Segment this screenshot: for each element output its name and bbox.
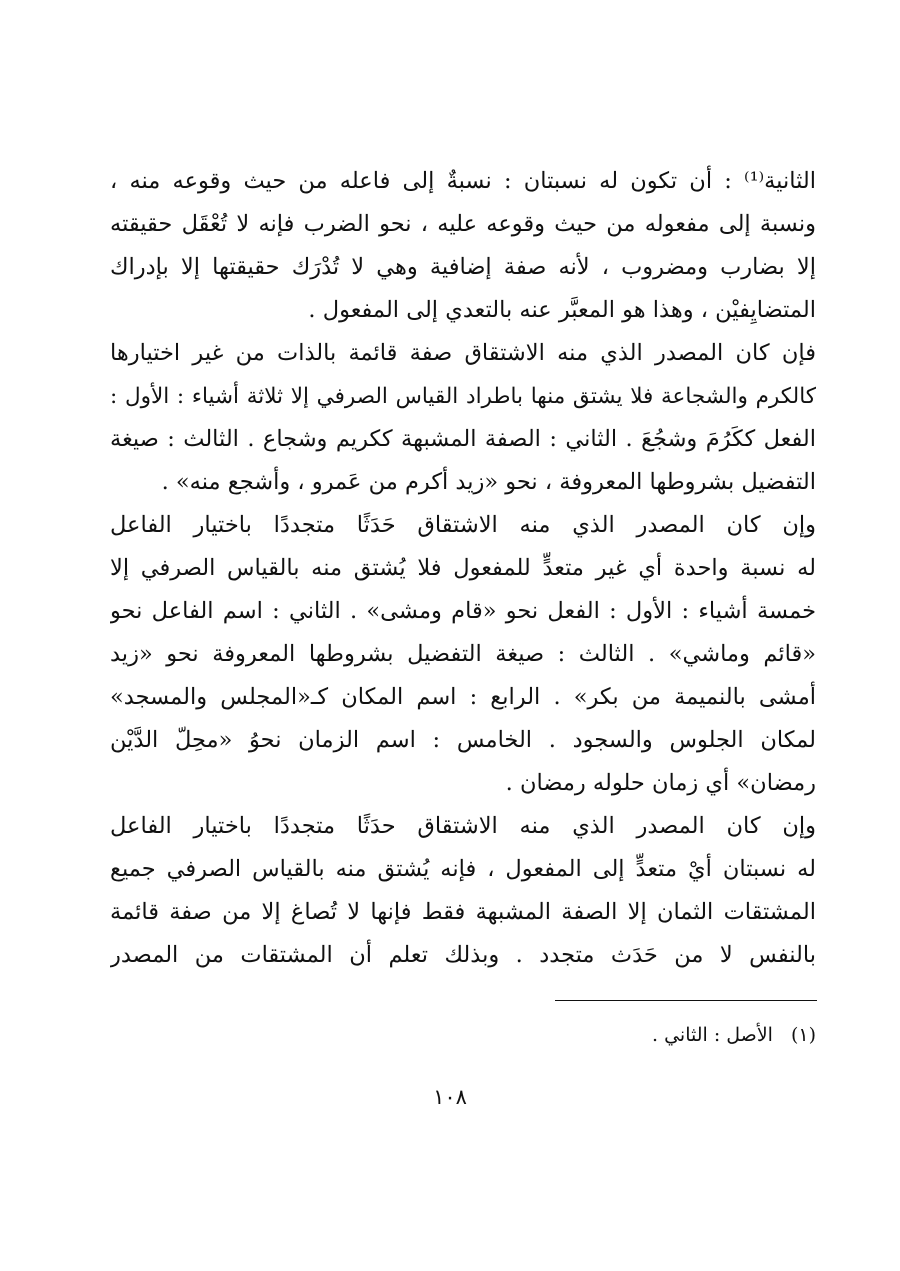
text-line: وإن كان المصدر الذي منه الاشتقاق حدَثًا متجددًا باختيار الفاعل <box>110 813 816 839</box>
text-line: التفضيل بشروطها المعروفة ، نحو «زيد أكرم من عَمرو ، وأشجع منه» . <box>161 469 816 495</box>
text-line: إلا بضارب ومضروب ، لأنه صفة إضافية وهي لا تُدْرَك حقيقتها إلا بإدراك <box>110 254 816 280</box>
text-line: وإن كان المصدر الذي منه الاشتقاق حَدَثًا متجددًا باختيار الفاعل <box>110 512 816 538</box>
text-line: له نسبتان أيْ متعدٍّ إلى المفعول ، فإنه يُشتق منه بالقياس الصرفي جميع <box>110 856 816 882</box>
text-line: «قائم وماشي» . الثالث : صيغة التفضيل بشروطها المعروفة نحو «زيد <box>110 641 816 667</box>
footnote-divider <box>555 1000 817 1001</box>
text-line: الفعل ككَرُمَ وشجُعَ . الثاني : الصفة المشبهة ككريم وشجاع . الثالث : صيغة <box>110 426 816 452</box>
text-line: خمسة أشياء : الأول : الفعل نحو «قام ومشى» . الثاني : اسم الفاعل نحو <box>110 598 816 624</box>
page-body <box>110 160 816 977</box>
text-line: بالنفس لا من حَدَث متجدد . وبذلك تعلم أن المشتقات من المصدر <box>110 942 816 968</box>
footnote-number: (١) <box>790 1024 816 1046</box>
footnote-text: الأصل : الثاني . <box>652 1024 773 1046</box>
text-line: رمضان» أي زمان حلوله رمضان . <box>505 770 816 796</box>
text-line: المتضايِفيْن ، وهذا هو المعبَّر عنه بالتعدي إلى المفعول . <box>308 297 816 323</box>
text-line: المشتقات الثمان إلا الصفة المشبهة فقط فإنها لا تُصاغ إلا من صفة قائمة <box>110 899 816 925</box>
footnote <box>110 1018 816 1052</box>
text-line: الثانية⁽¹⁾ : أن تكون له نسبتان : نسبةٌ إلى فاعله من حيث وقوعه منه ، <box>110 168 816 194</box>
text-line: أمشى بالنميمة من بكر» . الرابع : اسم المكان كـ«المجلس والمسجد» <box>110 684 816 710</box>
text-line: ونسبة إلى مفعوله من حيث وقوعه عليه ، نحو الضرب فإنه لا تُعْقَل حقيقته <box>110 211 816 237</box>
page-number: ١٠٨ <box>433 1085 467 1109</box>
text-line: كالكرم والشجاعة فلا يشتق منها باطراد القياس الصرفي إلا ثلاثة أشياء : الأول : <box>110 384 816 409</box>
text-line: لمكان الجلوس والسجود . الخامس : اسم الزمان نحوُ «محِلّ الدَّيْن <box>110 727 816 753</box>
text-line: فإن كان المصدر الذي منه الاشتقاق صفة قائمة بالذات من غير اختيارها <box>110 340 816 366</box>
text-line: له نسبة واحدة أي غير متعدٍّ للمفعول فلا يُشتق منه بالقياس الصرفي إلا <box>110 555 816 581</box>
